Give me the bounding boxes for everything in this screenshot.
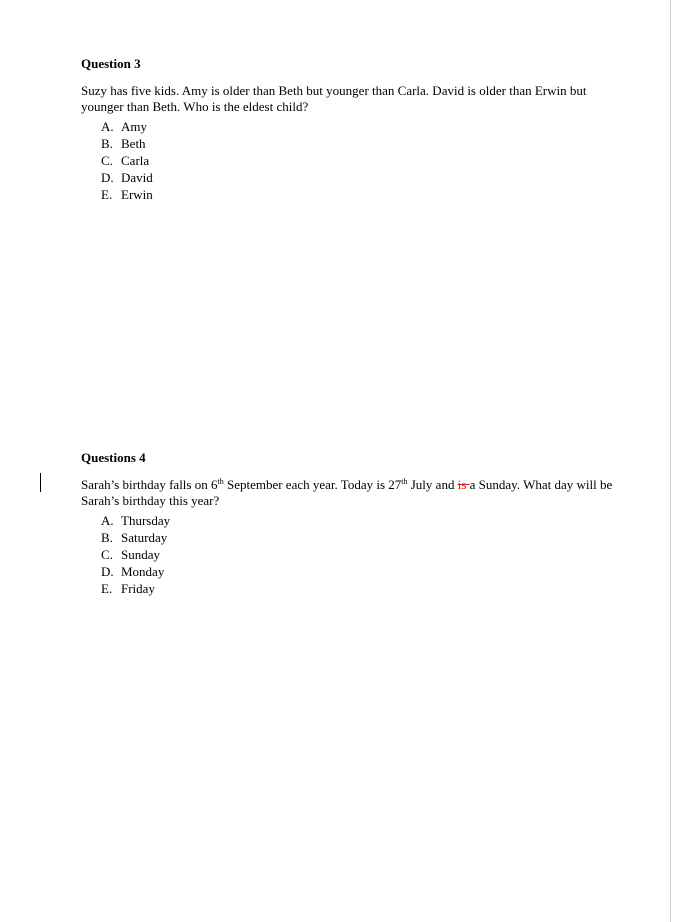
- option-label: Monday: [121, 564, 165, 579]
- question-4-text-part1: Sarah’s birthday falls on 6: [81, 477, 218, 492]
- option-a: [101, 118, 621, 135]
- option-letter: A.: [101, 119, 114, 134]
- question-4-text-part3: July and: [407, 477, 458, 492]
- option-d: [101, 563, 621, 580]
- option-e: [101, 186, 621, 203]
- option-d: [101, 169, 621, 186]
- option-e: [101, 580, 621, 597]
- option-letter: E.: [101, 581, 113, 596]
- option-c: [101, 152, 621, 169]
- question-3-title: Question 3: [81, 56, 141, 71]
- option-label: Carla: [121, 153, 150, 168]
- question-3: [81, 56, 621, 203]
- option-label: Friday: [121, 581, 155, 596]
- option-letter: D.: [101, 170, 114, 185]
- option-b: [101, 529, 621, 546]
- option-c: [101, 546, 621, 563]
- option-letter: D.: [101, 564, 114, 579]
- question-4-text: [81, 477, 621, 509]
- question-4: [81, 450, 621, 597]
- option-b: [101, 135, 621, 152]
- option-label: Amy: [121, 119, 147, 134]
- option-label: Saturday: [121, 530, 168, 545]
- option-label: Beth: [121, 136, 146, 151]
- question-3-text: Suzy has five kids. Amy is older than Beth but younger than Carla. David is older than Erwin but younger than Beth. Who is the eldest child?: [81, 83, 587, 114]
- option-label: David: [121, 170, 153, 185]
- option-a: [101, 512, 621, 529]
- question-4-text-part2: September each year. Today is 27: [223, 477, 402, 492]
- ordinal-suffix: th: [217, 477, 224, 486]
- option-letter: B.: [101, 136, 113, 151]
- option-letter: C.: [101, 547, 113, 562]
- question-3-options: [81, 118, 621, 203]
- page-edge: [670, 0, 671, 922]
- option-label: Thursday: [121, 513, 171, 528]
- option-label: Sunday: [121, 547, 160, 562]
- question-4-title: Questions 4: [81, 450, 146, 465]
- option-label: Erwin: [121, 187, 153, 202]
- question-4-text-part4: a Sunday. What day will be Sarah’s birthday this year?: [81, 477, 613, 508]
- tracked-deletion: is: [457, 477, 470, 492]
- option-letter: B.: [101, 530, 113, 545]
- option-letter: C.: [101, 153, 113, 168]
- question-4-options: [81, 512, 621, 597]
- change-bar: [40, 473, 41, 492]
- ordinal-suffix: th: [401, 477, 408, 486]
- option-letter: E.: [101, 187, 113, 202]
- option-letter: A.: [101, 513, 114, 528]
